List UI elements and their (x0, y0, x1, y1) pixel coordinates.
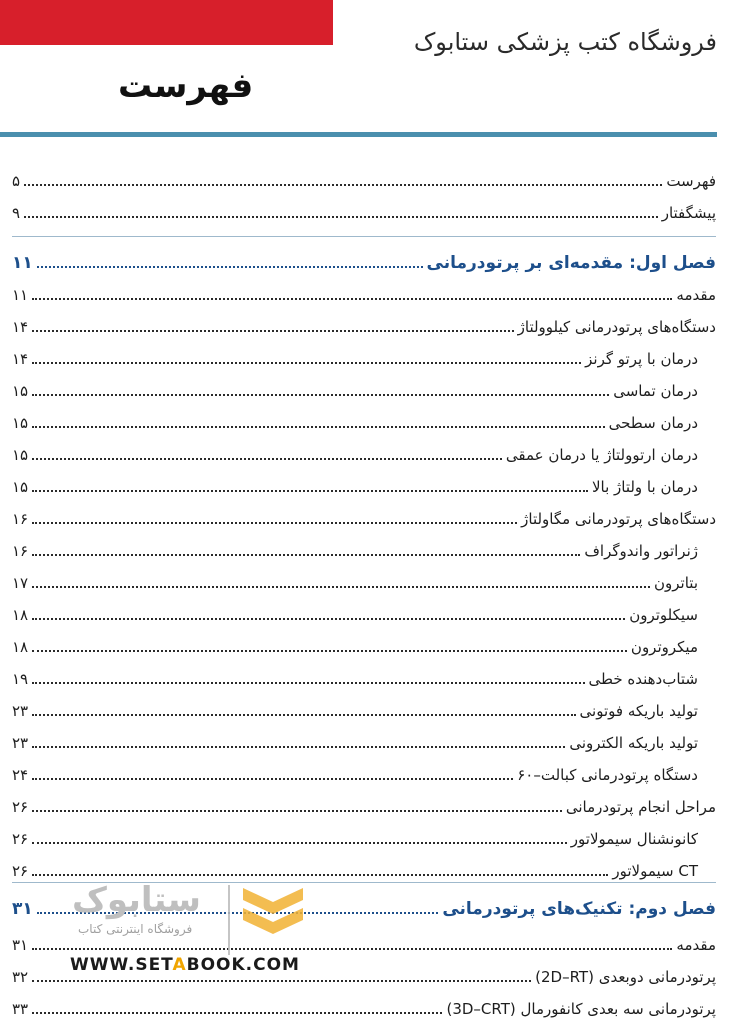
toc-row[interactable] (12, 692, 716, 722)
toc-page-number: ۱۱ (12, 286, 29, 304)
toc-page-number: ۱۴ (12, 318, 29, 336)
toc-row[interactable] (12, 372, 716, 402)
toc-dot-leader (32, 458, 502, 460)
toc-entry-label: شتاب‌دهنده خطی (588, 670, 698, 688)
toc-dot-leader (32, 874, 608, 876)
toc-row[interactable] (12, 628, 716, 658)
toc-page-number: ۳۲ (12, 968, 29, 986)
toc-entry-label: بتاترون (654, 574, 698, 592)
toc-entry-label: درمان با پرتو گرنز (585, 350, 698, 368)
toc-dot-leader (32, 618, 625, 620)
toc-page-number: ۱۸ (12, 638, 29, 656)
toc-page-number: ۱۵ (12, 414, 29, 432)
toc-entry-label: دستگاه‌های پرتودرمانی مگاولتاژ (521, 510, 716, 528)
toc-entry-label: مراحل انجام پرتودرمانی (565, 798, 716, 816)
toc-page-number: ۲۶ (12, 862, 29, 880)
toc-entry-label: فهرست (666, 172, 716, 190)
toc-page-number: ۲۶ (12, 830, 29, 848)
toc-dot-leader (32, 554, 580, 556)
toc-row[interactable] (12, 500, 716, 530)
toc-entry-label: درمان تماسی (613, 382, 698, 400)
toc-entry-label: CT سیمولاتور (612, 862, 698, 880)
toc-dot-leader (32, 810, 562, 812)
chapter-divider (12, 236, 716, 237)
toc-entry-label: پرتودرمانی سه بعدی کانفورمال (3D–CRT) (446, 1000, 716, 1018)
toc-entry-label: دستگاه پرتودرمانی کبالت–۶۰ (517, 766, 698, 784)
toc-row[interactable] (12, 308, 716, 338)
toc-row[interactable] (12, 564, 716, 594)
toc-row[interactable] (12, 990, 716, 1020)
toc-page-number: ۹ (12, 204, 21, 222)
watermark-brand: ستابوک (72, 880, 201, 920)
toc-dot-leader (32, 778, 513, 780)
toc-dot-leader (32, 980, 531, 982)
toc-page-number: ۱۹ (12, 670, 29, 688)
toc-entry-label: دستگاه‌های پرتودرمانی کیلوولتاژ (517, 318, 716, 336)
toc-dot-leader (24, 184, 662, 186)
store-title: فروشگاه کتب پزشکی ستابوک (413, 28, 717, 56)
toc-page-number: ۱۸ (12, 606, 29, 624)
toc-page-number: ۳۳ (12, 1000, 29, 1018)
toc-entry-label: سیکلوترون (629, 606, 698, 624)
toc-row[interactable] (12, 596, 716, 626)
toc-row[interactable] (12, 660, 716, 690)
toc-dot-leader (37, 266, 423, 268)
toc-row[interactable] (12, 194, 716, 224)
toc-dot-leader (32, 586, 650, 588)
header-divider (0, 132, 717, 137)
toc-dot-leader (32, 746, 565, 748)
toc-entry-label: فصل دوم: تکنیک‌های پرتودرمانی (442, 899, 716, 919)
toc-dot-leader (32, 682, 584, 684)
toc-dot-leader (32, 490, 588, 492)
toc-dot-leader (32, 426, 605, 428)
toc-entry-label: پرتودرمانی دوبعدی (2D–RT) (535, 968, 716, 986)
toc-page-number: ۲۴ (12, 766, 29, 784)
toc-entry-label: میکروترون (630, 638, 698, 656)
toc-page-number: ۱۶ (12, 542, 29, 560)
toc-chapter-row[interactable] (12, 244, 716, 274)
toc-row[interactable] (12, 724, 716, 754)
toc-page-number: ۱۱ (12, 253, 33, 273)
toc-dot-leader (32, 522, 517, 524)
toc-entry-label: تولید باریکه فوتونی (579, 702, 698, 720)
toc-row[interactable] (12, 436, 716, 466)
toc-dot-leader (32, 394, 609, 396)
toc-row[interactable] (12, 756, 716, 786)
toc-entry-label: مقدمه (676, 936, 716, 954)
toc-row[interactable] (12, 532, 716, 562)
toc-page-number: ۱۵ (12, 382, 29, 400)
toc-entry-label: فصل اول: مقدمه‌ای بر پرتودرمانی (426, 253, 716, 273)
toc-row[interactable] (12, 162, 716, 192)
toc-dot-leader (32, 842, 567, 844)
page-title: فهرست (118, 66, 254, 106)
toc-dot-leader (32, 298, 672, 300)
toc-page-number: ۳۱ (12, 899, 33, 919)
toc-entry-label: مقدمه (676, 286, 716, 304)
toc-dot-leader (32, 650, 627, 652)
toc-page-number: ۲۳ (12, 702, 29, 720)
toc-entry-label: درمان ارتوولتاژ یا درمان عمقی (505, 446, 698, 464)
toc-entry-label: تولید باریکه الکترونی (569, 734, 698, 752)
toc-page-number: ۳۱ (12, 936, 29, 954)
toc-page-number: ۱۷ (12, 574, 29, 592)
toc-entry-label: کانونشنال سیمولاتور (570, 830, 698, 848)
toc-page-number: ۱۵ (12, 478, 29, 496)
toc-dot-leader (32, 714, 575, 716)
toc-dot-leader (32, 1012, 442, 1014)
toc-page-number: ۱۴ (12, 350, 29, 368)
toc-row[interactable] (12, 468, 716, 498)
toc-row[interactable] (12, 276, 716, 306)
toc-row[interactable] (12, 404, 716, 434)
watermark-url: WWW.SETABOOK.COM (70, 955, 300, 975)
toc-page-number: ۲۶ (12, 798, 29, 816)
toc-dot-leader (32, 330, 514, 332)
toc-dot-leader (24, 216, 658, 218)
toc-row[interactable] (12, 820, 716, 850)
toc-page-number: ۱۶ (12, 510, 29, 528)
header-red-bar (0, 0, 333, 45)
toc-page-number: ۱۵ (12, 446, 29, 464)
toc-row[interactable] (12, 340, 716, 370)
toc-row[interactable] (12, 788, 716, 818)
toc-entry-label: درمان سطحی (608, 414, 698, 432)
toc-entry-label: پیشگفتار (661, 204, 716, 222)
toc-row[interactable] (12, 852, 716, 882)
toc-entry-label: درمان با ولتاژ بالا (591, 478, 698, 496)
toc-entry-label: ژنراتور واندوگراف (584, 542, 698, 560)
toc-page-number: ۲۳ (12, 734, 29, 752)
toc-dot-leader (32, 362, 581, 364)
watermark-subtitle: فروشگاه اینترنتی کتاب (78, 922, 193, 936)
toc-page-number: ۵ (12, 172, 21, 190)
